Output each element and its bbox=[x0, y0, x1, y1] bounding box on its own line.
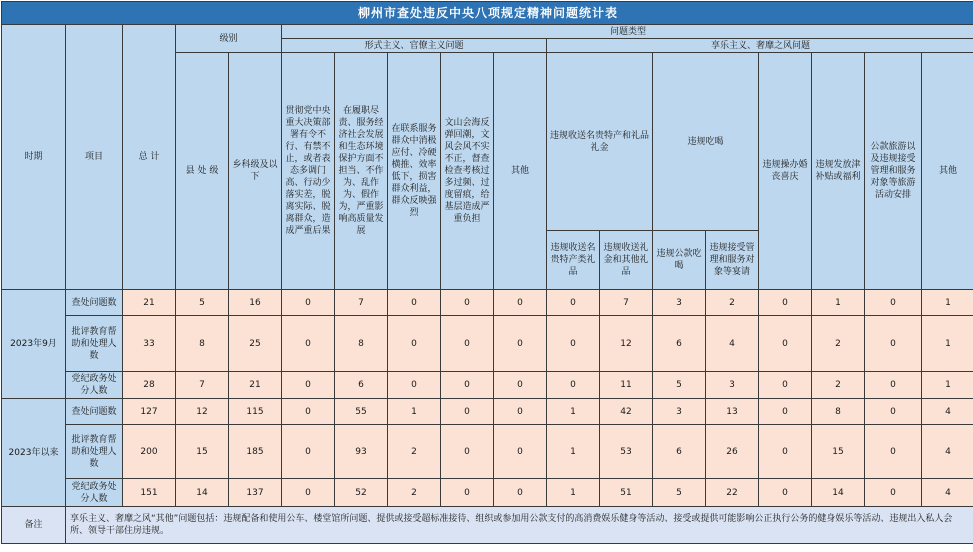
cell-gifts-specialty: 0 bbox=[547, 372, 600, 399]
cell-gifts-specialty: 1 bbox=[547, 399, 600, 425]
cell-gifts-cash: 53 bbox=[600, 425, 653, 479]
header-formalism-other: 其他 bbox=[494, 53, 547, 290]
row-item-label: 查处问题数 bbox=[66, 399, 123, 425]
header-problem-type: 问题类型 bbox=[282, 25, 973, 39]
cell-county: 7 bbox=[176, 372, 229, 399]
cell-gifts-cash: 51 bbox=[600, 479, 653, 507]
cell-allowances: 8 bbox=[812, 399, 865, 425]
cell-township: 185 bbox=[229, 425, 282, 479]
cell-f-other: 0 bbox=[494, 399, 547, 425]
cell-f-decision: 0 bbox=[282, 399, 335, 425]
header-gifts-specialty: 违规收送名贵特产类礼品 bbox=[547, 231, 600, 290]
table-row bbox=[2, 372, 973, 399]
header-level-township: 乡科级及以下 bbox=[229, 53, 282, 290]
cell-weddings: 0 bbox=[759, 425, 812, 479]
cell-h-other: 1 bbox=[922, 316, 973, 372]
header-gifts: 违规收送名贵特产和礼品礼金 bbox=[547, 53, 653, 231]
cell-total: 200 bbox=[123, 425, 176, 479]
cell-h-other: 4 bbox=[922, 399, 973, 425]
cell-f-decision: 0 bbox=[282, 425, 335, 479]
cell-travel: 0 bbox=[865, 316, 922, 372]
cell-township: 21 bbox=[229, 372, 282, 399]
cell-weddings: 0 bbox=[759, 479, 812, 507]
cell-gifts-cash: 42 bbox=[600, 399, 653, 425]
row-item-label: 批评教育帮助和处理人数 bbox=[66, 316, 123, 372]
table-title: 柳州市查处违反中央八项规定精神问题统计表 bbox=[2, 2, 973, 25]
cell-total: 28 bbox=[123, 372, 176, 399]
header-allowances: 违规发放津补贴或福利 bbox=[812, 53, 865, 290]
cell-f-meetings: 0 bbox=[441, 316, 494, 372]
table-row bbox=[2, 290, 973, 316]
cell-travel: 0 bbox=[865, 372, 922, 399]
header-item: 项目 bbox=[66, 25, 123, 290]
statistics-table bbox=[1, 1, 973, 544]
cell-dining-banquet: 3 bbox=[706, 372, 759, 399]
cell-h-other: 1 bbox=[922, 372, 973, 399]
cell-allowances: 14 bbox=[812, 479, 865, 507]
header-total: 总 计 bbox=[123, 25, 176, 290]
cell-f-duty: 93 bbox=[335, 425, 388, 479]
note-label: 备注 bbox=[2, 507, 66, 544]
cell-gifts-specialty: 0 bbox=[547, 290, 600, 316]
cell-township: 115 bbox=[229, 399, 282, 425]
row-item-label: 党纪政务处分人数 bbox=[66, 372, 123, 399]
cell-total: 33 bbox=[123, 316, 176, 372]
header-dining-public: 违规公款吃喝 bbox=[653, 231, 706, 290]
cell-h-other: 4 bbox=[922, 479, 973, 507]
table-row bbox=[2, 399, 973, 425]
statistics-table-page bbox=[1, 1, 972, 550]
cell-f-meetings: 0 bbox=[441, 399, 494, 425]
table-row bbox=[2, 479, 973, 507]
cell-dining-public: 6 bbox=[653, 425, 706, 479]
cell-f-service: 0 bbox=[388, 372, 441, 399]
cell-f-meetings: 0 bbox=[441, 479, 494, 507]
cell-gifts-cash: 12 bbox=[600, 316, 653, 372]
cell-f-duty: 55 bbox=[335, 399, 388, 425]
note-text: 享乐主义、奢靡之风“其他”问题包括：违规配备和使用公车、楼堂馆所问题、提供或接受超标准接待、组织或参加用公款支付的高消费娱乐健身等活动、接受或提供可能影响公正执行公务的健身娱乐等活动、违规出入私人会所、领导干部住房违规。 bbox=[66, 507, 973, 544]
cell-township: 16 bbox=[229, 290, 282, 316]
cell-weddings: 0 bbox=[759, 290, 812, 316]
cell-dining-banquet: 2 bbox=[706, 290, 759, 316]
cell-f-service: 2 bbox=[388, 479, 441, 507]
header-travel: 公款旅游以及违规接受管理和服务对象等旅游活动安排 bbox=[865, 53, 922, 290]
cell-f-decision: 0 bbox=[282, 479, 335, 507]
cell-gifts-cash: 7 bbox=[600, 290, 653, 316]
header-weddings-funerals: 违规操办婚丧喜庆 bbox=[759, 53, 812, 290]
cell-f-decision: 0 bbox=[282, 372, 335, 399]
cell-f-duty: 6 bbox=[335, 372, 388, 399]
cell-f-decision: 0 bbox=[282, 316, 335, 372]
cell-gifts-cash: 11 bbox=[600, 372, 653, 399]
cell-weddings: 0 bbox=[759, 316, 812, 372]
cell-dining-banquet: 13 bbox=[706, 399, 759, 425]
cell-dining-public: 5 bbox=[653, 479, 706, 507]
header-formalism-meetings: 文山会海反弹回潮，文风会风不实不正，督查检查考核过多过频、过度留痕，给基层造成严重负担 bbox=[441, 53, 494, 290]
cell-dining-public: 3 bbox=[653, 290, 706, 316]
cell-weddings: 0 bbox=[759, 399, 812, 425]
row-item-label: 批评教育帮助和处理人数 bbox=[66, 425, 123, 479]
row-period: 2023年9月 bbox=[2, 290, 66, 399]
cell-f-service: 0 bbox=[388, 290, 441, 316]
cell-f-duty: 52 bbox=[335, 479, 388, 507]
cell-f-other: 0 bbox=[494, 290, 547, 316]
row-period: 2023年以来 bbox=[2, 399, 66, 507]
table-row bbox=[2, 316, 973, 372]
cell-dining-banquet: 4 bbox=[706, 316, 759, 372]
cell-f-decision: 0 bbox=[282, 290, 335, 316]
header-formalism-service: 在联系服务群众中消极应付、冷硬横推、效率低下，损害群众利益，群众反映强烈 bbox=[388, 53, 441, 290]
cell-f-service: 2 bbox=[388, 425, 441, 479]
cell-township: 137 bbox=[229, 479, 282, 507]
cell-total: 127 bbox=[123, 399, 176, 425]
cell-travel: 0 bbox=[865, 479, 922, 507]
cell-f-service: 1 bbox=[388, 399, 441, 425]
table-data-body bbox=[2, 290, 973, 507]
cell-gifts-specialty: 0 bbox=[547, 316, 600, 372]
header-formalism-decision: 贯彻党中央重大决策部署有令不行、有禁不止，或者表态多调门高、行动少落实差，脱离实际、脱离群众，造成严重后果 bbox=[282, 53, 335, 290]
cell-allowances: 15 bbox=[812, 425, 865, 479]
cell-county: 12 bbox=[176, 399, 229, 425]
header-formalism: 形式主义、官僚主义问题 bbox=[282, 39, 547, 53]
cell-f-other: 0 bbox=[494, 316, 547, 372]
cell-weddings: 0 bbox=[759, 372, 812, 399]
cell-h-other: 1 bbox=[922, 290, 973, 316]
cell-allowances: 2 bbox=[812, 372, 865, 399]
header-level: 级别 bbox=[176, 25, 282, 53]
cell-total: 151 bbox=[123, 479, 176, 507]
row-item-label: 党纪政务处分人数 bbox=[66, 479, 123, 507]
cell-county: 14 bbox=[176, 479, 229, 507]
cell-f-duty: 8 bbox=[335, 316, 388, 372]
cell-dining-banquet: 22 bbox=[706, 479, 759, 507]
cell-county: 15 bbox=[176, 425, 229, 479]
cell-gifts-specialty: 1 bbox=[547, 479, 600, 507]
cell-total: 21 bbox=[123, 290, 176, 316]
cell-county: 5 bbox=[176, 290, 229, 316]
cell-f-meetings: 0 bbox=[441, 425, 494, 479]
cell-travel: 0 bbox=[865, 290, 922, 316]
cell-f-duty: 7 bbox=[335, 290, 388, 316]
cell-township: 25 bbox=[229, 316, 282, 372]
cell-f-meetings: 0 bbox=[441, 290, 494, 316]
cell-travel: 0 bbox=[865, 425, 922, 479]
table-row bbox=[2, 425, 973, 479]
cell-dining-public: 3 bbox=[653, 399, 706, 425]
header-dining: 违规吃喝 bbox=[653, 53, 759, 231]
cell-gifts-specialty: 1 bbox=[547, 425, 600, 479]
cell-f-other: 0 bbox=[494, 479, 547, 507]
header-formalism-duty: 在履职尽责、服务经济社会发展和生态环境保护方面不担当、不作为、乱作为、假作为，严重影响高质量发展 bbox=[335, 53, 388, 290]
cell-allowances: 2 bbox=[812, 316, 865, 372]
header-hedonism: 享乐主义、奢靡之风问题 bbox=[547, 39, 973, 53]
cell-f-other: 0 bbox=[494, 372, 547, 399]
row-item-label: 查处问题数 bbox=[66, 290, 123, 316]
cell-f-service: 0 bbox=[388, 316, 441, 372]
cell-dining-banquet: 26 bbox=[706, 425, 759, 479]
cell-dining-public: 5 bbox=[653, 372, 706, 399]
header-dining-banquet: 违规接受管理和服务对象等宴请 bbox=[706, 231, 759, 290]
cell-county: 8 bbox=[176, 316, 229, 372]
cell-f-other: 0 bbox=[494, 425, 547, 479]
cell-f-meetings: 0 bbox=[441, 372, 494, 399]
cell-dining-public: 6 bbox=[653, 316, 706, 372]
header-hedonism-other: 其他 bbox=[922, 53, 973, 290]
header-period: 时期 bbox=[2, 25, 66, 290]
header-level-county: 县 处 级 bbox=[176, 53, 229, 290]
header-gifts-cash: 违规收送礼金和其他礼品 bbox=[600, 231, 653, 290]
cell-allowances: 1 bbox=[812, 290, 865, 316]
cell-h-other: 4 bbox=[922, 425, 973, 479]
cell-travel: 0 bbox=[865, 399, 922, 425]
